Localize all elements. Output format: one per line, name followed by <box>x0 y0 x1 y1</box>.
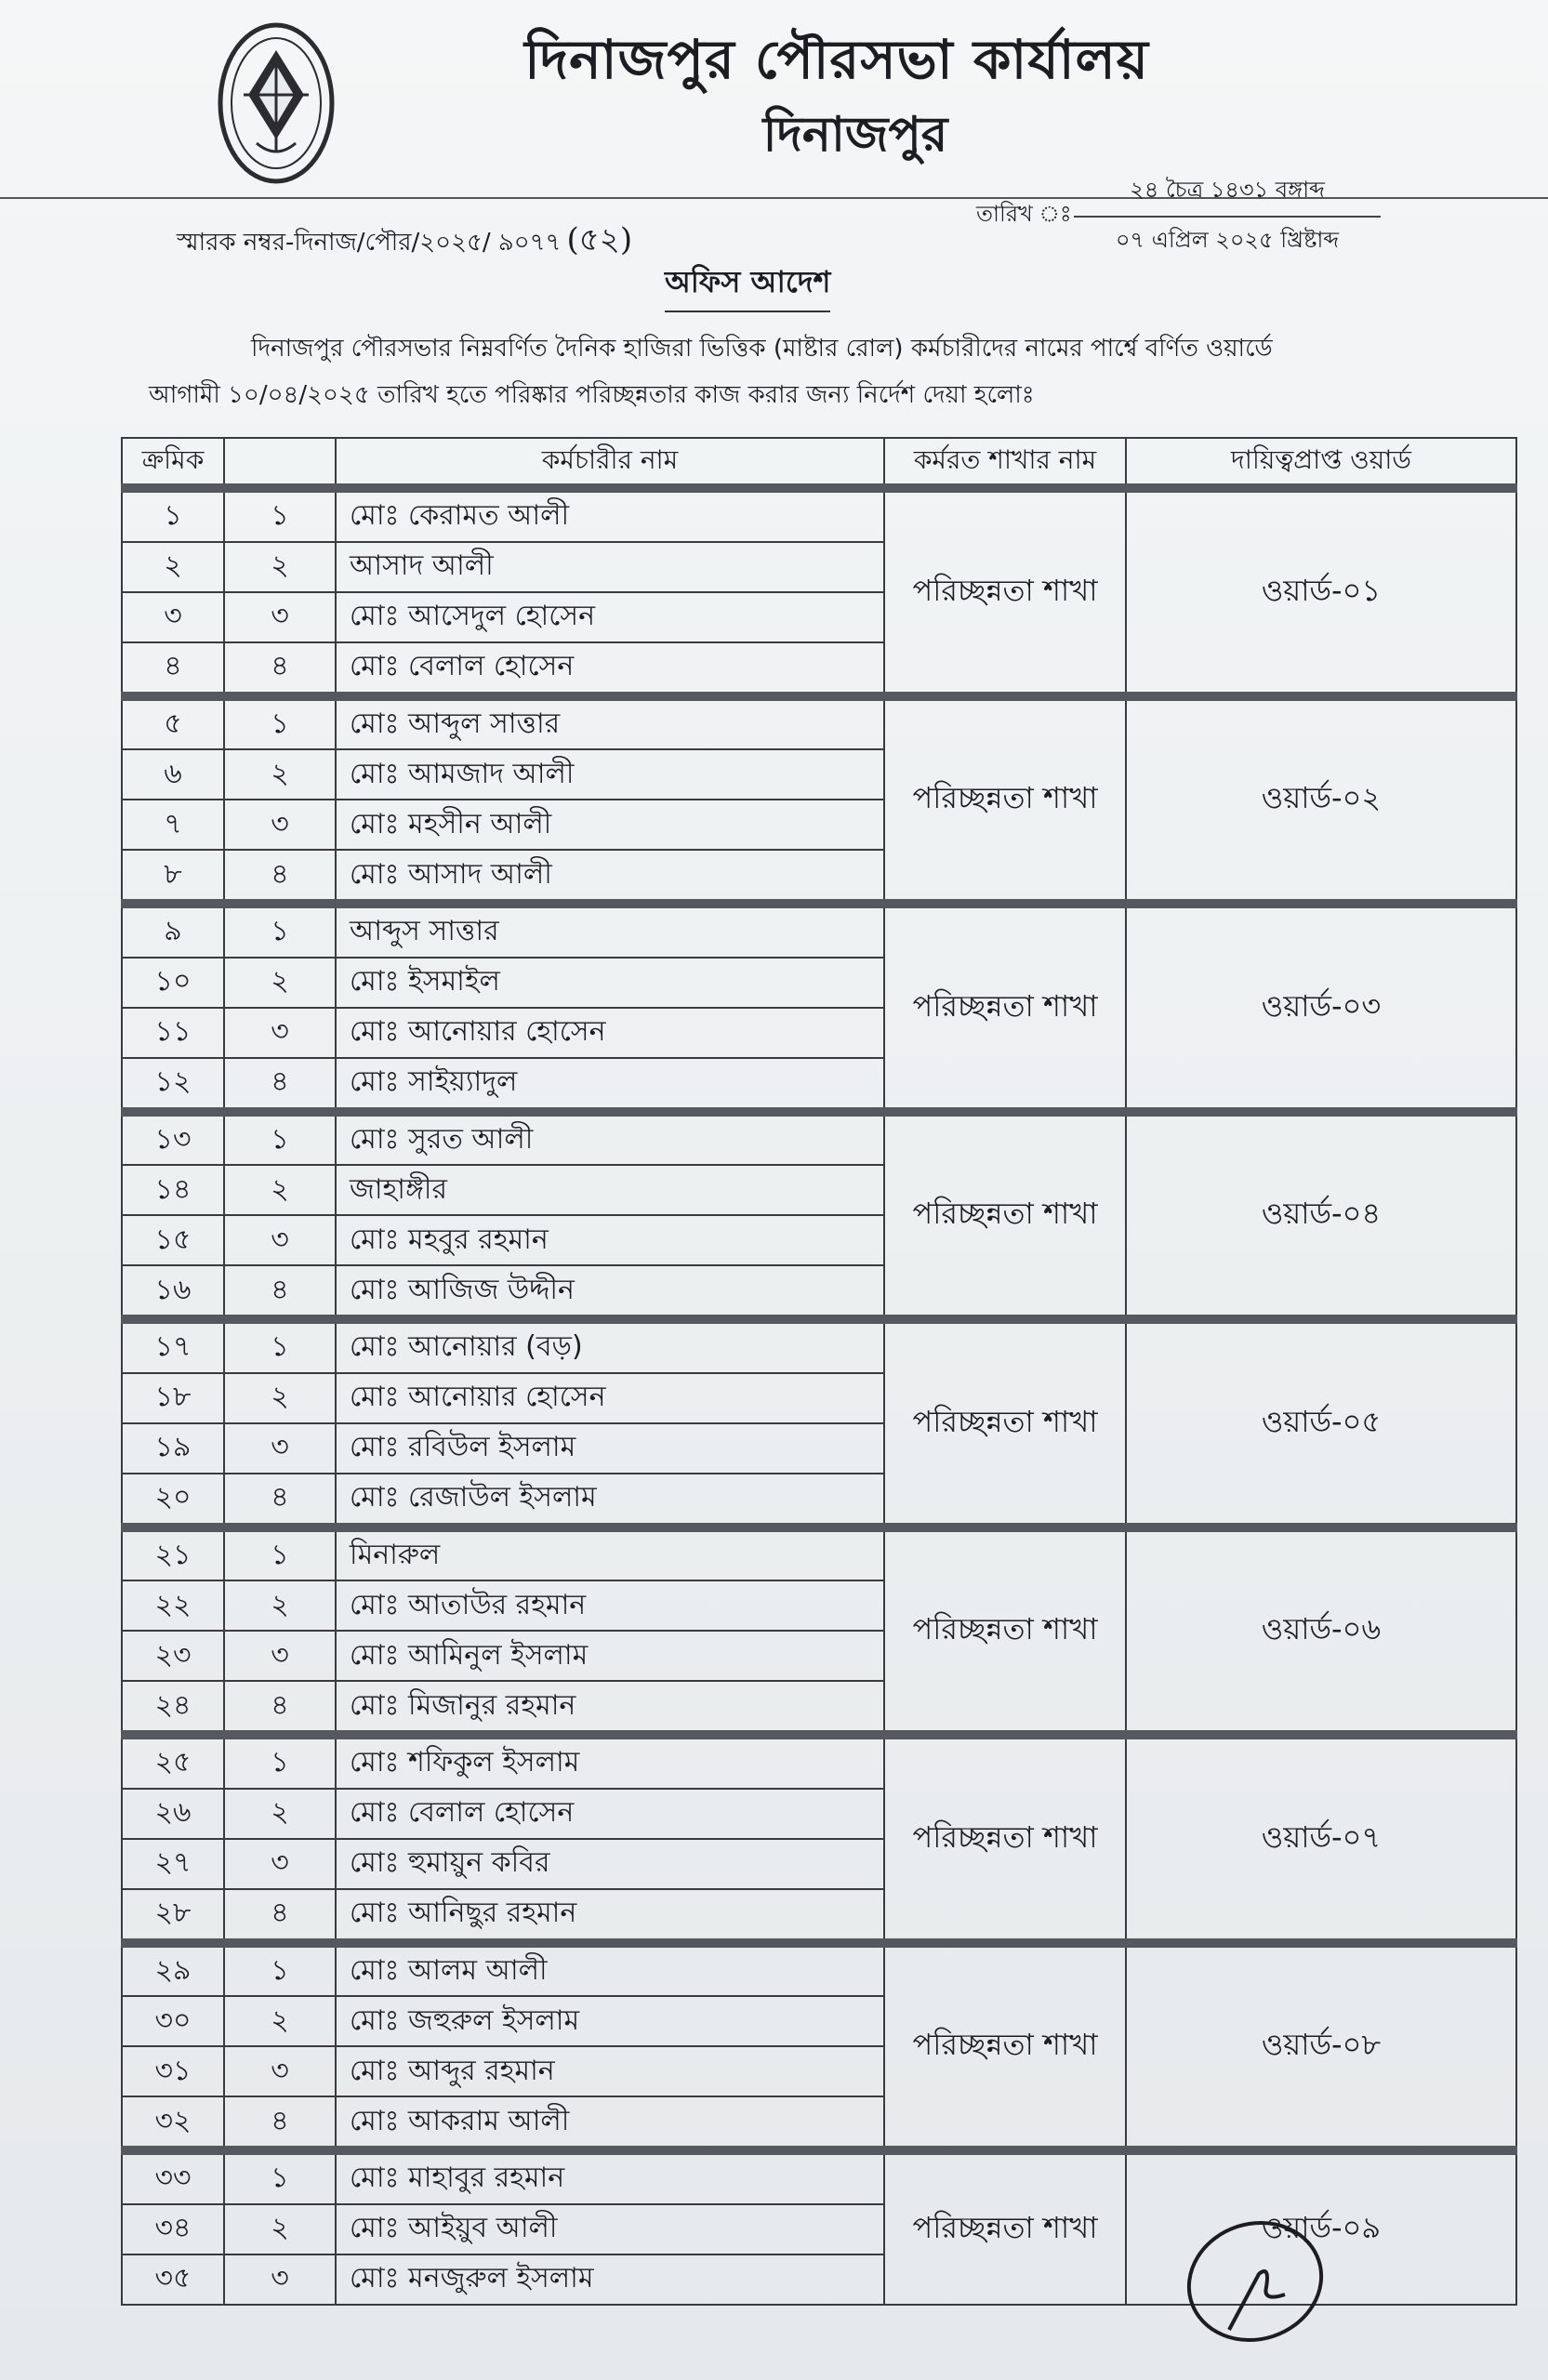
ward-cell: ওয়ার্ড-০৯ <box>1126 2150 1516 2305</box>
sub-serial-cell: ২ <box>224 749 336 800</box>
date-block <box>1074 173 1381 260</box>
branch-cell: পরিচ্ছন্নতা শাখা <box>884 1527 1126 1736</box>
serial-cell: ২৯ <box>122 1943 224 1997</box>
employee-name-cell: মোঃ আসাদ আলী <box>336 850 884 904</box>
employee-name-cell: মোঃ আসেদুল হোসেন <box>336 592 884 642</box>
office-order-title: অফিস আদেশ <box>665 258 830 312</box>
serial-cell: ৯ <box>122 904 224 958</box>
sub-serial-cell: ১ <box>224 2150 336 2204</box>
branch-cell: পরিচ্ছন্নতা শাখা <box>884 1112 1126 1320</box>
sub-serial-cell: ২ <box>224 1165 336 1215</box>
memo-number-text: স্মারক নম্বর-দিনাজ/পৌর/২০২৫/ ৯০৭৭ <box>177 229 562 257</box>
employee-name-cell: মোঃ মহবুর রহমান <box>336 1215 884 1265</box>
municipality-seal-logo <box>216 20 337 186</box>
table-row <box>122 904 1516 958</box>
serial-cell: ৩৪ <box>122 2204 224 2254</box>
employee-name-cell: জাহাঙ্গীর <box>336 1165 884 1215</box>
table-row <box>122 1943 1516 1997</box>
memo-number <box>177 216 632 269</box>
serial-cell: ১৫ <box>122 1215 224 1265</box>
header-branch: কর্মরত শাখার নাম <box>884 438 1126 488</box>
employee-name-cell: মোঃ মাহাবুর রহমান <box>336 2150 884 2204</box>
ward-cell: ওয়ার্ড-০৪ <box>1126 1112 1516 1320</box>
employee-name-cell: মোঃ জহুরুল ইসলাম <box>336 1996 884 2046</box>
serial-cell: ২৭ <box>122 1839 224 1889</box>
employee-name-cell: মোঃ আব্দুর রহমান <box>336 2046 884 2096</box>
employee-name-cell: মোঃ আমজাদ আলী <box>336 749 884 800</box>
table-row <box>122 1735 1516 1789</box>
roster-table <box>121 437 1517 2306</box>
header-serial: ক্রমিক <box>122 438 224 488</box>
employee-name-cell: আসাদ আলী <box>336 542 884 592</box>
employee-name-cell: মোঃ আইয়ুব আলী <box>336 2204 884 2254</box>
table-row <box>122 1527 1516 1581</box>
ward-cell: ওয়ার্ড-০৩ <box>1126 904 1516 1112</box>
serial-cell: ৩২ <box>122 2096 224 2150</box>
serial-cell: ১২ <box>122 1058 224 1112</box>
sub-serial-cell: ৩ <box>224 1631 336 1681</box>
employee-name-cell: মোঃ আনোয়ার হোসেন <box>336 1373 884 1423</box>
serial-cell: ২০ <box>122 1474 224 1527</box>
header-ward: দায়িত্বপ্রাপ্ত ওয়ার্ড <box>1126 438 1516 488</box>
sub-serial-cell: ৩ <box>224 2254 336 2305</box>
employee-name-cell: মোঃ বেলাল হোসেন <box>336 1789 884 1839</box>
table-row <box>122 1112 1516 1166</box>
table-row <box>122 1319 1516 1373</box>
sub-serial-cell: ৩ <box>224 2046 336 2096</box>
employee-name-cell: মোঃ শফিকুল ইসলাম <box>336 1735 884 1789</box>
serial-cell: ৮ <box>122 850 224 904</box>
ward-cell: ওয়ার্ড-০২ <box>1126 696 1516 905</box>
employee-name-cell: মোঃ আমিনুল ইসলাম <box>336 1631 884 1681</box>
sub-serial-cell: ১ <box>224 696 336 750</box>
table-row <box>122 696 1516 750</box>
office-city-heading: দিনাজপুর <box>762 107 948 163</box>
header-sub-serial <box>224 438 336 488</box>
sub-serial-cell: ২ <box>224 542 336 592</box>
employee-name-cell: মোঃ কেরামত আলী <box>336 488 884 542</box>
serial-cell: ২৮ <box>122 1889 224 1943</box>
sub-serial-cell: ৪ <box>224 1681 336 1735</box>
serial-cell: ১৬ <box>122 1265 224 1319</box>
employee-name-cell: মোঃ আকরাম আলী <box>336 2096 884 2150</box>
employee-name-cell: মোঃ আব্দুল সাত্তার <box>336 696 884 750</box>
serial-cell: ১ <box>122 488 224 542</box>
branch-cell: পরিচ্ছন্নতা শাখা <box>884 904 1126 1112</box>
serial-cell: ১৮ <box>122 1373 224 1423</box>
serial-cell: ৩ <box>122 592 224 642</box>
sub-serial-cell: ২ <box>224 958 336 1008</box>
ward-cell: ওয়ার্ড-০৬ <box>1126 1527 1516 1736</box>
serial-cell: ৩৩ <box>122 2150 224 2204</box>
sub-serial-cell: ৪ <box>224 1889 336 1943</box>
intro-line-2: আগামী ১০/০৪/২০২৫ তারিখ হতে পরিষ্কার পরিচ্ছন্নতার কাজ করার জন্য নির্দেশ দেয়া হলোঃ <box>149 381 1035 409</box>
ward-cell: ওয়ার্ড-০৮ <box>1126 1943 1516 2151</box>
employee-name-cell: মিনারুল <box>336 1527 884 1581</box>
ward-cell: ওয়ার্ড-০৭ <box>1126 1735 1516 1943</box>
branch-cell: পরিচ্ছন্নতা শাখা <box>884 2150 1126 2305</box>
serial-cell: ২৬ <box>122 1789 224 1839</box>
serial-cell: ২৫ <box>122 1735 224 1789</box>
employee-name-cell: মোঃ আনোয়ার হোসেন <box>336 1008 884 1058</box>
sub-serial-cell: ৪ <box>224 2096 336 2150</box>
intro-line-1: দিনাজপুর পৌরসভার নিম্নবর্ণিত দৈনিক হাজিরা ভিত্তিক (মাষ্টার রোল) কর্মচারীদের নামের পার্শ্বে বর্ণিত ওয়ার্ডে <box>251 335 1273 363</box>
serial-cell: ২২ <box>122 1580 224 1631</box>
sub-serial-cell: ১ <box>224 1112 336 1166</box>
order-intro-paragraph <box>149 325 1404 418</box>
serial-cell: ১০ <box>122 958 224 1008</box>
employee-name-cell: মোঃ আলম আলী <box>336 1943 884 1997</box>
roster-table-body <box>122 488 1516 2305</box>
header-employee-name: কর্মচারীর নাম <box>336 438 884 488</box>
table-header-row <box>122 438 1516 488</box>
branch-cell: পরিচ্ছন্নতা শাখা <box>884 1943 1126 2151</box>
sub-serial-cell: ২ <box>224 2204 336 2254</box>
serial-cell: ৩৫ <box>122 2254 224 2305</box>
sub-serial-cell: ৩ <box>224 592 336 642</box>
sub-serial-cell: ৩ <box>224 1423 336 1474</box>
sub-serial-cell: ২ <box>224 1789 336 1839</box>
employee-name-cell: মোঃ মনজুরুল ইসলাম <box>336 2254 884 2305</box>
employee-name-cell: মোঃ আনিছুর রহমান <box>336 1889 884 1943</box>
serial-cell: ১৯ <box>122 1423 224 1474</box>
serial-cell: ৪ <box>122 642 224 696</box>
employee-name-cell: মোঃ মিজানুর রহমান <box>336 1681 884 1735</box>
sub-serial-cell: ১ <box>224 1735 336 1789</box>
sub-serial-cell: ২ <box>224 1996 336 2046</box>
sub-serial-cell: ১ <box>224 1943 336 1997</box>
employee-name-cell: মোঃ হুমায়ুন কবির <box>336 1839 884 1889</box>
sub-serial-cell: ৪ <box>224 850 336 904</box>
sub-serial-cell: ৩ <box>224 800 336 850</box>
ward-cell: ওয়ার্ড-০১ <box>1126 488 1516 696</box>
serial-cell: ১৪ <box>122 1165 224 1215</box>
employee-name-cell: মোঃ রেজাউল ইসলাম <box>336 1474 884 1527</box>
sub-serial-cell: ৩ <box>224 1008 336 1058</box>
sub-serial-cell: ২ <box>224 1373 336 1423</box>
serial-cell: ৫ <box>122 696 224 750</box>
employee-name-cell: মোঃ আতাউর রহমান <box>336 1580 884 1631</box>
serial-cell: ১৩ <box>122 1112 224 1166</box>
serial-cell: ২৪ <box>122 1681 224 1735</box>
serial-cell: ৭ <box>122 800 224 850</box>
employee-name-cell: মোঃ ইসমাইল <box>336 958 884 1008</box>
branch-cell: পরিচ্ছন্নতা শাখা <box>884 488 1126 696</box>
branch-cell: পরিচ্ছন্নতা শাখা <box>884 1319 1126 1527</box>
date-gregorian: ০৭ এপ্রিল ২০২৫ খ্রিষ্টাব্দ <box>1115 227 1340 253</box>
employee-name-cell: মোঃ মহসীন আলী <box>336 800 884 850</box>
serial-cell: ১১ <box>122 1008 224 1058</box>
sub-serial-cell: ৪ <box>224 1058 336 1112</box>
sub-serial-cell: ৪ <box>224 1474 336 1527</box>
serial-cell: ৩১ <box>122 2046 224 2096</box>
handwritten-signature <box>1173 2209 1331 2348</box>
roster-table-wrapper <box>121 437 1515 2306</box>
sub-serial-cell: ৪ <box>224 642 336 696</box>
office-name-heading: দিনাজপুর পৌরসভা কার্যালয় <box>524 28 1149 91</box>
memo-handwritten-number: (৫২) <box>566 221 633 258</box>
employee-name-cell: আব্দুস সাত্তার <box>336 904 884 958</box>
serial-cell: ২১ <box>122 1527 224 1581</box>
ward-cell: ওয়ার্ড-০৫ <box>1126 1319 1516 1527</box>
sub-serial-cell: ৩ <box>224 1839 336 1889</box>
sub-serial-cell: ১ <box>224 1527 336 1581</box>
serial-cell: ২৩ <box>122 1631 224 1681</box>
employee-name-cell: মোঃ রবিউল ইসলাম <box>336 1423 884 1474</box>
employee-name-cell: মোঃ আনোয়ার (বড়) <box>336 1319 884 1373</box>
serial-cell: ১৭ <box>122 1319 224 1373</box>
employee-name-cell: মোঃ আজিজ উদ্দীন <box>336 1265 884 1319</box>
sub-serial-cell: ১ <box>224 488 336 542</box>
sub-serial-cell: ২ <box>224 1580 336 1631</box>
employee-name-cell: মোঃ বেলাল হোসেন <box>336 642 884 696</box>
date-bangla: ২৪ চৈত্র ১৪৩১ বঙ্গাব্দ <box>1074 173 1381 218</box>
employee-name-cell: মোঃ সাইয়্যাদুল <box>336 1058 884 1112</box>
serial-cell: ৩০ <box>122 1996 224 2046</box>
table-row <box>122 488 1516 542</box>
sub-serial-cell: ৩ <box>224 1215 336 1265</box>
branch-cell: পরিচ্ছন্নতা শাখা <box>884 1735 1126 1943</box>
sub-serial-cell: ১ <box>224 904 336 958</box>
employee-name-cell: মোঃ সুরত আলী <box>336 1112 884 1166</box>
date-label: তারিখ ঃ <box>976 201 1072 227</box>
serial-cell: ২ <box>122 542 224 592</box>
sub-serial-cell: ৪ <box>224 1265 336 1319</box>
sub-serial-cell: ১ <box>224 1319 336 1373</box>
table-row <box>122 2150 1516 2204</box>
branch-cell: পরিচ্ছন্নতা শাখা <box>884 696 1126 905</box>
serial-cell: ৬ <box>122 749 224 800</box>
